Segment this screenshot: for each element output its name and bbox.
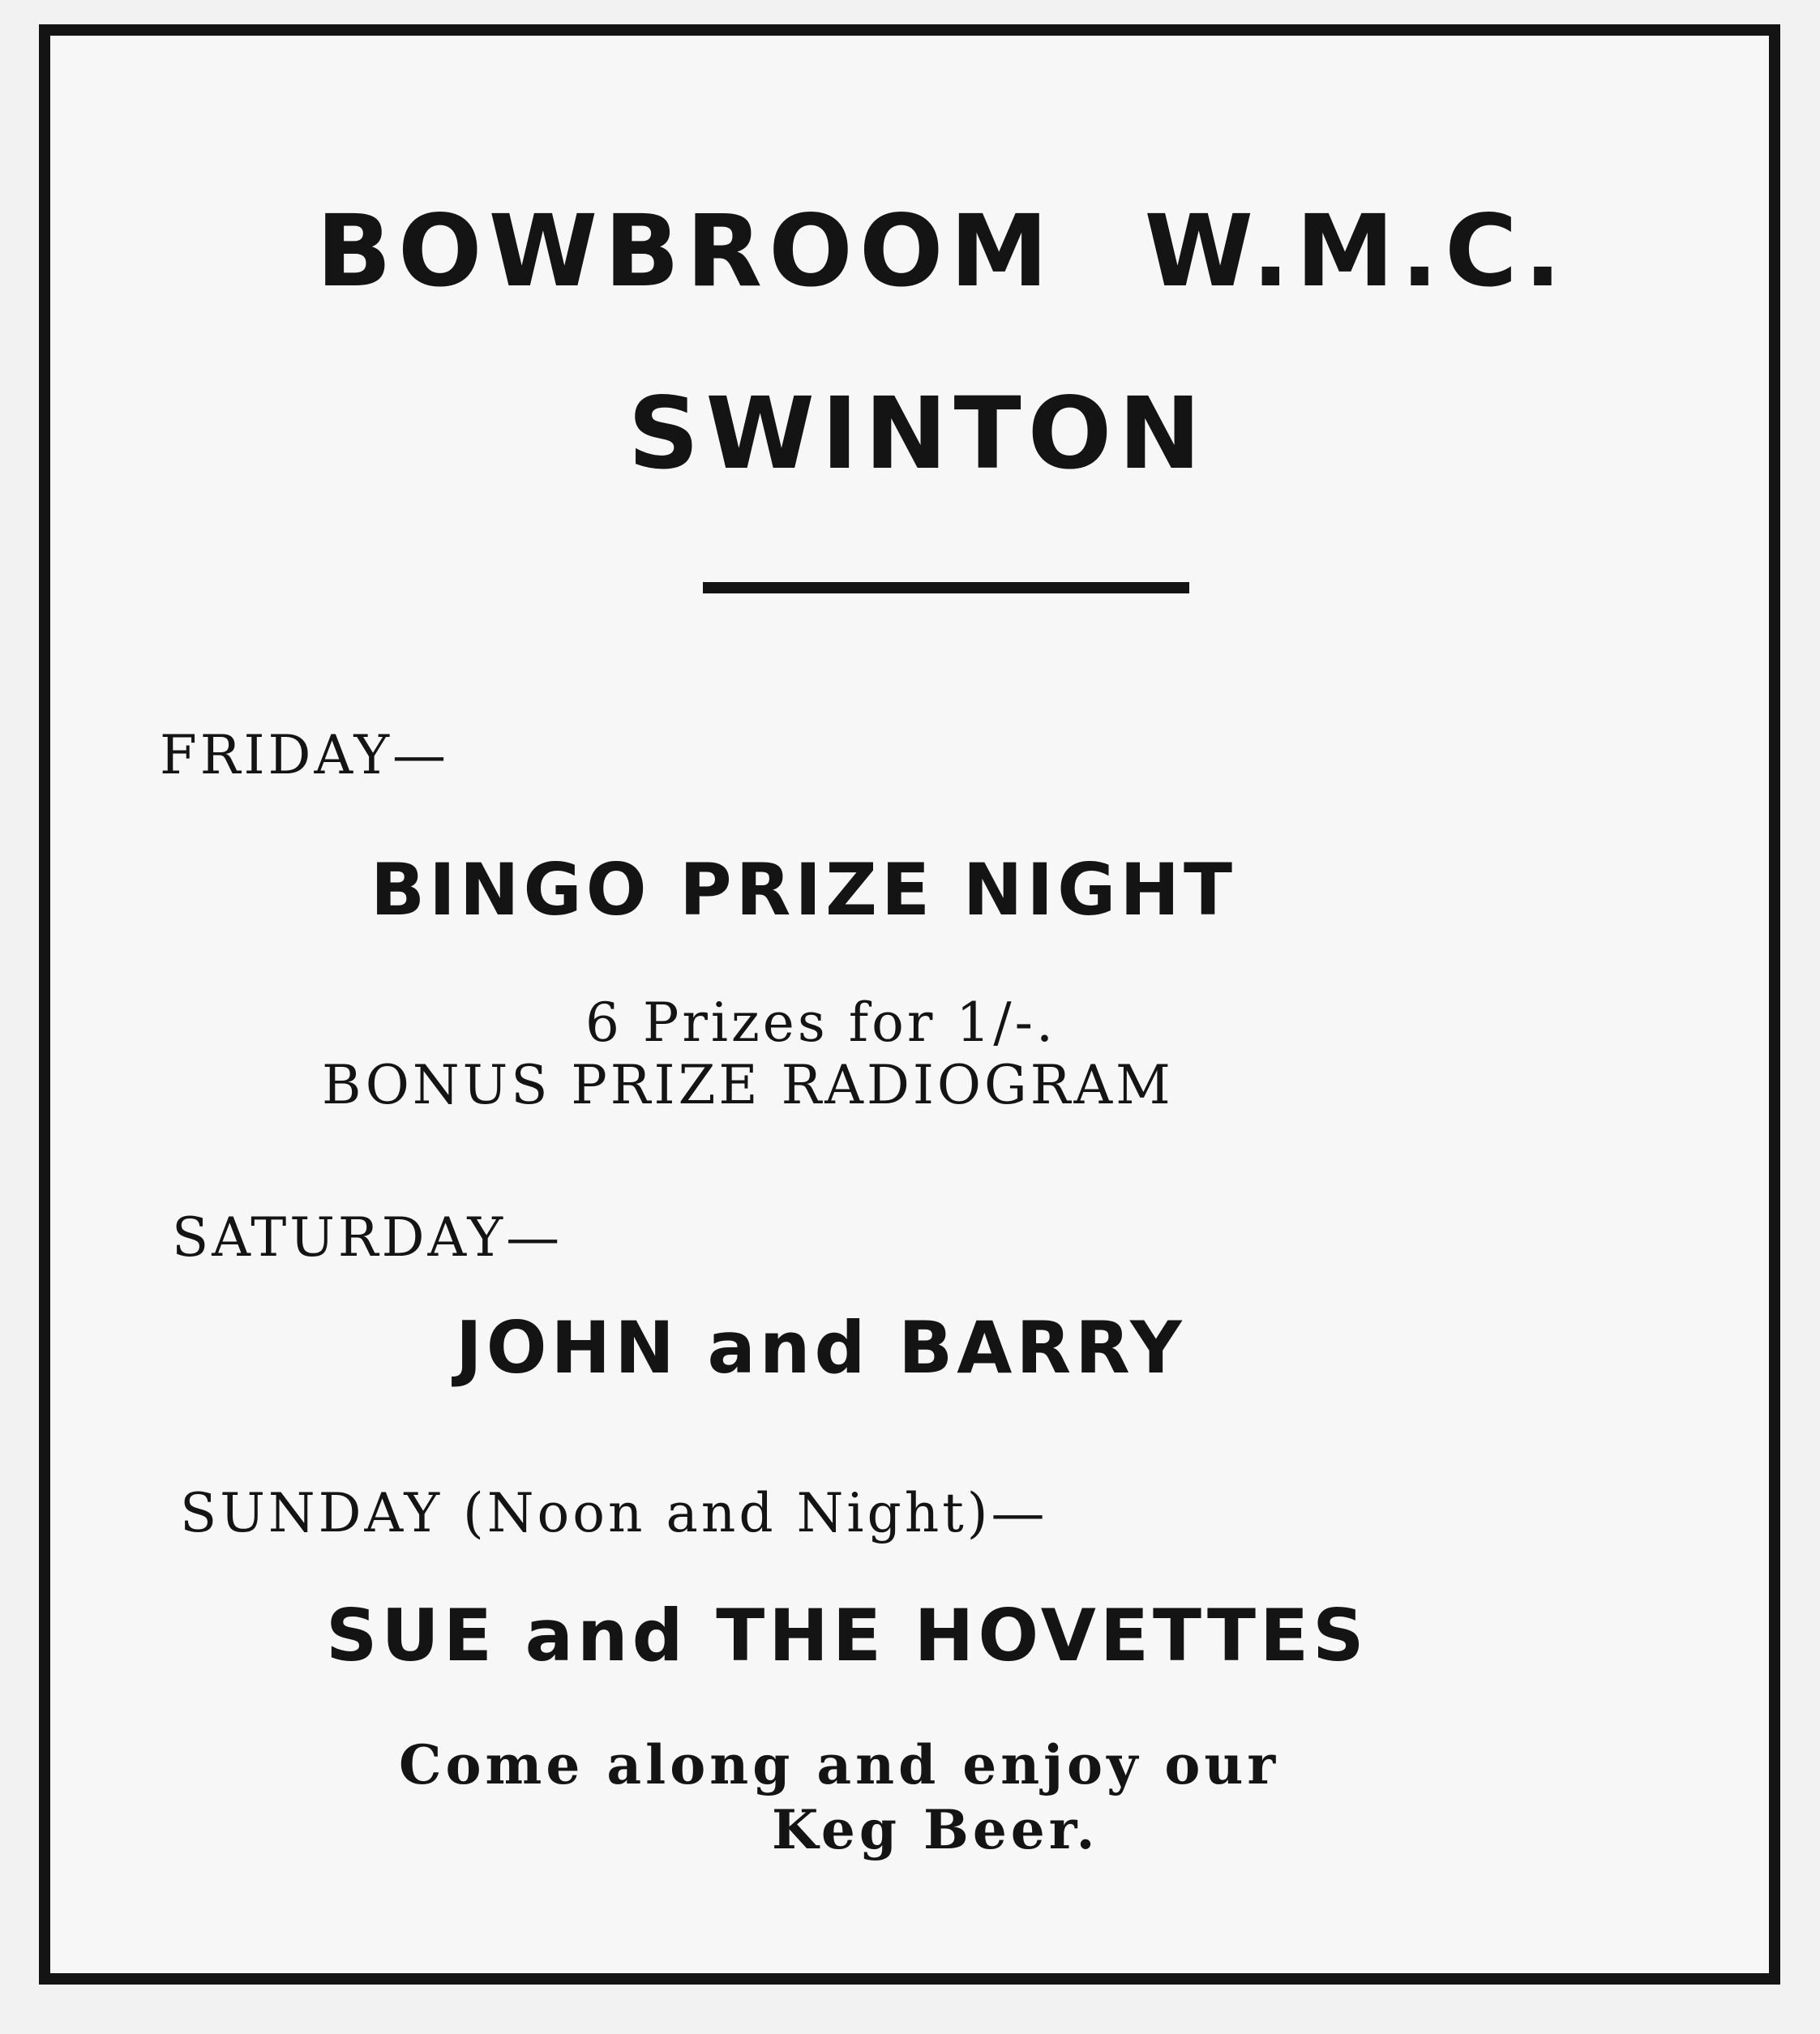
club-town: SWINTON bbox=[627, 376, 1208, 491]
saturday-act: JOHN and BARRY bbox=[456, 1306, 1186, 1390]
sunday-label: SUNDAY (Noon and Night)— bbox=[180, 1482, 1048, 1544]
friday-detail-bonus: BONUS PRIZE RADIOGRAM bbox=[322, 1054, 1174, 1116]
friday-label: FRIDAY— bbox=[160, 724, 450, 786]
sunday-act: SUE and THE HOVETTES bbox=[326, 1594, 1368, 1677]
closing-line-1: Come along and enjoy our bbox=[399, 1733, 1280, 1796]
friday-act: BINGO PRIZE NIGHT bbox=[370, 848, 1236, 931]
friday-detail-prizes: 6 Prizes for 1/-. bbox=[585, 991, 1056, 1054]
closing-line-2: Keg Beer. bbox=[772, 1798, 1099, 1861]
saturday-label: SATURDAY— bbox=[172, 1206, 563, 1269]
divider-rule bbox=[703, 582, 1189, 593]
advert-frame bbox=[39, 24, 1780, 1985]
club-name: BOWBROOM W.M.C. bbox=[315, 194, 1569, 309]
